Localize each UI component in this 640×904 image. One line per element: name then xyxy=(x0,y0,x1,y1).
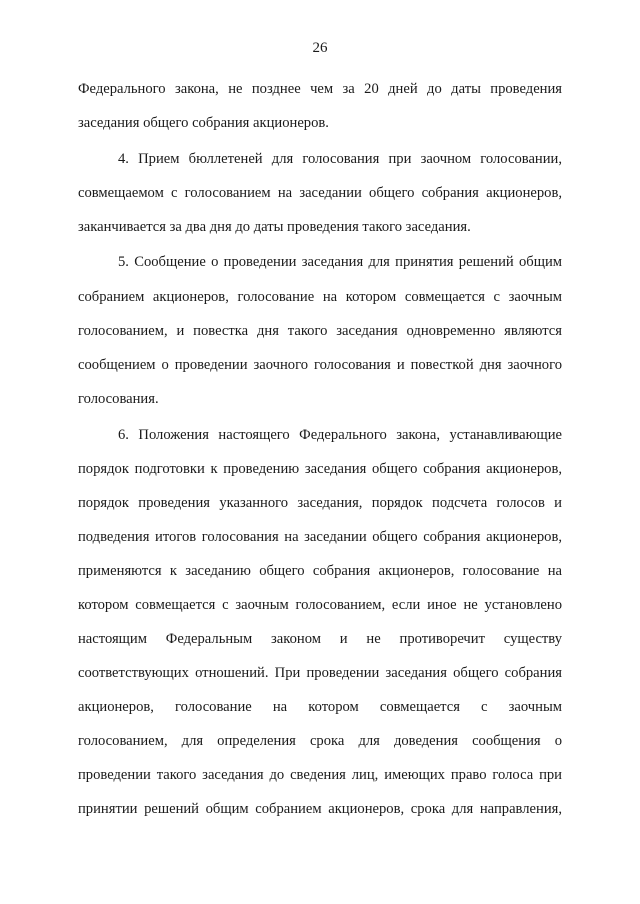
text-line: Федерального закона, не позднее чем за 20 дней до даты проведения xyxy=(78,81,562,97)
paragraph-5-line: 5. Сообщение о проведении заседания для принятия решений общим xyxy=(118,254,562,270)
text-line: совмещаемом с голосованием на заседании общего собрания акционеров, xyxy=(78,185,562,201)
text-line: порядок подготовки к проведению заседания общего собрания акционеров, xyxy=(78,461,562,477)
paragraph-4-line: 4. Прием бюллетеней для голосования при заочном голосовании, xyxy=(118,151,562,167)
text-line: заканчивается за два дня до даты проведения такого заседания. xyxy=(78,219,471,235)
text-line: применяются к заседанию общего собрания акционеров, голосование на xyxy=(78,563,562,579)
text-line: голосованием, для определения срока для доведения сообщения о xyxy=(78,733,562,749)
text-line: подведения итогов голосования на заседании общего собрания акционеров, xyxy=(78,529,562,545)
text-line: порядок проведения указанного заседания, порядок подсчета голосов и xyxy=(78,495,562,511)
text-line: акционеров, голосование на котором совмещается с заочным xyxy=(78,699,562,715)
text-line: голосованием, и повестка дня такого заседания одновременно являются xyxy=(78,323,562,339)
paragraph-6-line: 6. Положения настоящего Федерального закона, устанавливающие xyxy=(118,427,562,443)
text-line: заседания общего собрания акционеров. xyxy=(78,115,329,131)
text-line: голосования. xyxy=(78,391,159,407)
text-line: собранием акционеров, голосование на котором совмещается с заочным xyxy=(78,289,562,305)
text-line: соответствующих отношений. При проведении заседания общего собрания xyxy=(78,665,562,681)
text-line: принятии решений общим собранием акционеров, срока для направления, xyxy=(78,801,562,817)
text-line: настоящим Федеральным законом и не противоречит существу xyxy=(78,631,562,647)
text-line: котором совмещается с заочным голосованием, если иное не установлено xyxy=(78,597,562,613)
page-number: 26 xyxy=(312,40,328,56)
text-line: проведении такого заседания до сведения лиц, имеющих право голоса при xyxy=(78,767,562,783)
text-line: сообщением о проведении заочного голосования и повесткой дня заочного xyxy=(78,357,562,373)
